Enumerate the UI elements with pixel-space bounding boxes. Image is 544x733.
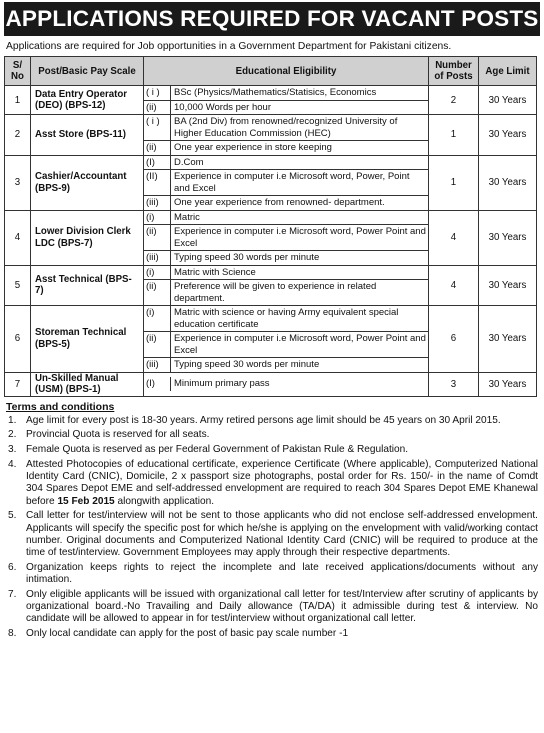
term-number: 1. [8,414,17,426]
eligibility-item [144,332,428,358]
eligibility-list [144,156,428,210]
intro-text: Applications are required for Job opportunities in a Government Department for Pakistani citizens. [6,41,452,52]
row-post: Lower Division Clerk LDC (BPS-7) [31,210,144,265]
row-age-limit: 30 Years [479,265,537,306]
eligibility-item-number: ( i ) [144,115,171,141]
row-age-limit: 30 Years [479,155,537,210]
row-number-of-posts: 6 [429,306,479,373]
eligibility-item-number: (iii) [144,251,171,265]
row-eligibility [144,86,429,115]
term-text [26,429,540,441]
table-row [5,372,537,396]
eligibility-item-number: (i) [144,266,171,280]
eligibility-item-text: One year experience in store keeping [174,142,332,153]
term-item [4,415,540,427]
header-eligibility: Educational Eligibility [144,57,429,86]
row-post: Asst Technical (BPS-7) [31,265,144,306]
row-sno: 5 [5,265,31,306]
header-age-limit: Age Limit [479,57,537,86]
row-eligibility [144,372,429,396]
eligibility-item-text: One year experience from renowned- department. [174,197,385,208]
row-eligibility [144,210,429,265]
eligibility-item [144,141,428,155]
table-row [5,86,537,115]
term-text-part: Only local candidate can apply for the post of basic pay scale number -1 [26,627,349,639]
eligibility-item-number: (I) [144,156,171,170]
table-row [5,155,537,210]
banner-title: APPLICATIONS REQUIRED FOR VACANT POSTS [4,2,540,36]
term-item [4,562,540,586]
row-number-of-posts: 4 [429,265,479,306]
term-text-part: Provincial Quota is reserved for all seats. [26,429,210,441]
row-post: Asst Store (BPS-11) [31,115,144,156]
eligibility-item-text: BSc (Physics/Mathematics/Statisics, Economics [171,86,429,100]
term-item [4,444,540,456]
row-age-limit: 30 Years [479,115,537,156]
terms-title: Terms and conditions [6,400,115,413]
eligibility-item [144,266,428,280]
row-sno: 7 [5,372,31,396]
eligibility-item [144,251,428,265]
row-post: Un-Skilled Manual (USM) (BPS-1) [31,372,144,396]
eligibility-item-text: 10,000 Words per hour [174,101,271,113]
eligibility-item-number: (I) [144,377,171,391]
table-row [5,210,537,265]
term-deadline: 15 Feb 2015 [57,495,115,507]
eligibility-item-number: (i) [144,306,171,332]
eligibility-list [144,115,428,155]
table-header-row [5,57,537,86]
term-text-part: Female Quota is reserved as per Federal Government of Pakistan Rule & Regulation. [26,444,409,456]
eligibility-item [144,306,428,332]
eligibility-list [144,306,428,372]
eligibility-item-text: Minimum primary pass [174,378,270,390]
row-sno: 2 [5,115,31,156]
term-text-part: Attested Photocopies of educational certificate, experience Certificate (Where applicable), Computerized National Identity Card (CNIC), Domicile, 2 x passport size photographs, postal order for Rs. 150/- in the name of Comdt 304 Spares Depot EME and self-addressed envelopment are required to reach 304 Spares Depot EME Khanewal before [26,458,538,507]
term-number: 6. [8,561,17,573]
eligibility-item-text: Typing speed 30 words per minute [174,252,320,263]
eligibility-item-text: D.Com [171,156,429,170]
eligibility-item-number: (ii) [144,280,171,306]
term-text-part: Organization keeps rights to reject the incomplete and late received applications/documents without any intimation. [26,561,538,585]
row-age-limit: 30 Years [479,306,537,373]
eligibility-item-text: Experience in computer i.e Microsoft word, Power, Point and Excel [171,170,429,196]
term-text [26,459,540,508]
term-number: 4. [8,458,17,470]
eligibility-item-number: (ii) [144,332,171,358]
table-row [5,115,537,156]
eligibility-item [144,358,428,372]
eligibility-item [144,170,428,196]
eligibility-item-number: ( i ) [144,86,171,100]
row-number-of-posts: 2 [429,86,479,115]
row-eligibility [144,155,429,210]
eligibility-item-text: Experience in computer i.e Microsoft word, Power Point and Excel [171,332,429,358]
term-text [26,510,540,559]
eligibility-list [144,211,428,265]
eligibility-item-text: Preference will be given to experience in related department. [174,281,377,304]
term-text-part: Call letter for test/interview will not be sent to those applicants who did not enclose self-addressed envelopment. Applicants will specify the specific post for which he/she is applying on the envelopment with valid/working contact number. Original documents and Computerized National Identity Card (CNIC) will be required to produce at the time of test/interview. Government Employees may apply through their respective departments. [26,510,538,558]
vacancies-table [4,56,537,397]
eligibility-item [144,115,428,141]
job-advertisement [4,2,540,729]
term-text-part: Age limit for every post is 18-30 years. Army retired persons age limit should be 45 years on 30 April 2015. [26,414,501,426]
table-body [5,86,537,397]
eligibility-item-number: (iii) [144,358,171,372]
row-age-limit: 30 Years [479,210,537,265]
row-number-of-posts: 4 [429,210,479,265]
term-number: 8. [8,627,17,639]
row-age-limit: 30 Years [479,372,537,396]
eligibility-item-text: Typing speed 30 words per minute [174,359,320,370]
eligibility-list [144,377,428,391]
term-text [26,415,540,427]
row-sno: 3 [5,155,31,210]
eligibility-item [144,280,428,306]
term-item [4,459,540,508]
eligibility-item-text: Matric with Science [171,266,429,280]
eligibility-item [144,377,428,391]
term-text [26,444,540,456]
term-number: 2. [8,429,17,441]
eligibility-item-number: (ii) [144,100,171,114]
term-number: 5. [8,510,17,522]
row-number-of-posts: 3 [429,372,479,396]
header-number-of-posts: Number of Posts [429,57,479,86]
eligibility-item-text: Matric [171,211,429,225]
term-item [4,429,540,441]
term-item [4,628,540,640]
term-text [26,628,540,640]
terms-list [4,415,540,641]
eligibility-item-text: BA (2nd Div) from renowned/recognized University of Higher Education Commission (HEC) [171,115,429,141]
header-sno: S/ No [5,57,31,86]
term-item [4,510,540,559]
term-number: 7. [8,588,17,600]
eligibility-item-number: (II) [144,170,171,196]
table-row [5,306,537,373]
term-text-part: alongwith application. [114,495,215,507]
eligibility-item-number: (iii) [144,196,171,210]
row-number-of-posts: 1 [429,115,479,156]
row-age-limit: 30 Years [479,86,537,115]
row-post: Cashier/Accountant (BPS-9) [31,155,144,210]
eligibility-item-number: (i) [144,211,171,225]
eligibility-list [144,266,428,306]
eligibility-item [144,100,428,114]
row-sno: 1 [5,86,31,115]
eligibility-item-number: (ii) [144,141,171,155]
eligibility-item [144,86,428,100]
term-number: 3. [8,444,17,456]
eligibility-item-number: (ii) [144,225,171,251]
term-item [4,589,540,626]
header-post: Post/Basic Pay Scale [31,57,144,86]
eligibility-item-text: Experience in computer i.e Microsoft word, Power Point and Excel [171,225,429,251]
row-number-of-posts: 1 [429,155,479,210]
row-sno: 4 [5,210,31,265]
term-text [26,562,540,586]
term-text-part: Only eligible applicants will be issued with organizational call letter for test/Interview after scrutiny of applicants by organizational board.-No Travailing and Daily allowance (TA/DA) it admissible during test & interview. No candidate will be allowed to appear in for test/interview without organizational call letter. [26,588,538,625]
row-post: Data Entry Operator (DEO) (BPS-12) [31,86,144,115]
row-eligibility [144,115,429,156]
row-eligibility [144,265,429,306]
eligibility-item [144,196,428,210]
row-post: Storeman Technical (BPS-5) [31,306,144,373]
eligibility-item [144,156,428,170]
term-text [26,589,540,626]
eligibility-item [144,211,428,225]
eligibility-item [144,225,428,251]
eligibility-item-text: Matric with science or having Army equivalent special education certificate [171,306,429,332]
row-sno: 6 [5,306,31,373]
row-eligibility [144,306,429,373]
table-row [5,265,537,306]
eligibility-list [144,86,428,114]
